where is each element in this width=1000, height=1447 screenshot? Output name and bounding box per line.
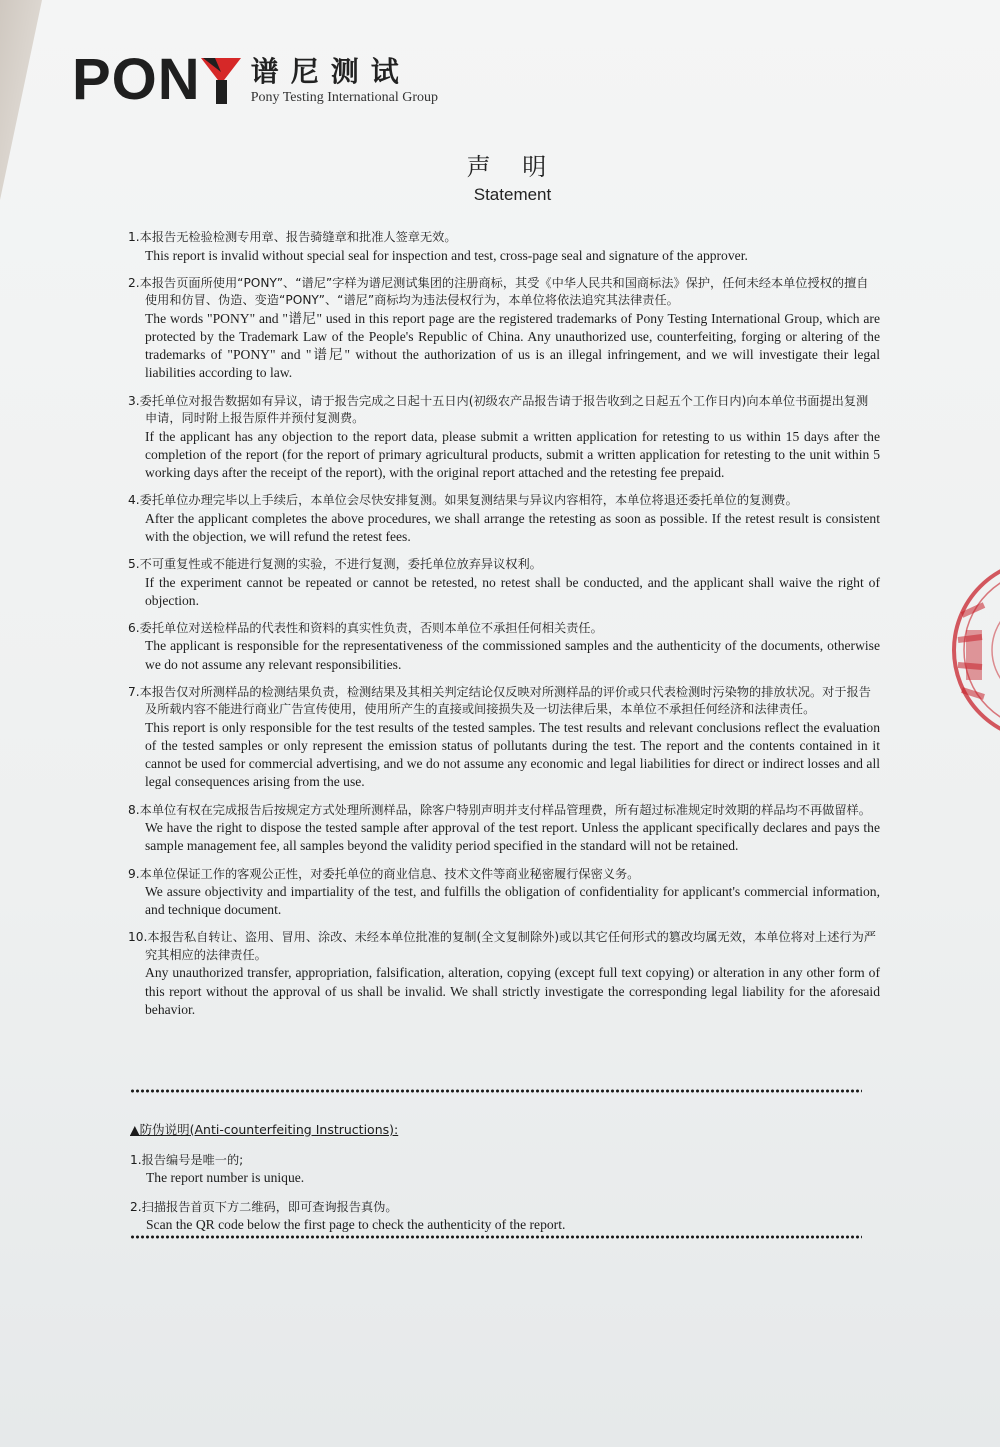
item-english-text: The applicant is responsible for the representativeness of the commissioned samples and the authenticity of the documents, otherwise we do not assume any relevant responsibilities. xyxy=(145,638,880,672)
anti-item-english-text: The report number is unique. xyxy=(146,1170,305,1185)
item-chinese-text: 8.本单位有权在完成报告后按规定方式处理所测样品，除客户特别声明并支付样品管理费，所有超过标准规定时效期的样品均不再做留样。 xyxy=(128,802,871,817)
statement-item xyxy=(128,492,880,546)
dotted-divider-bottom xyxy=(130,1234,862,1240)
item-english-text: We assure objectivity and impartiality of the test, and fulfills the obligation of confidentiality for applicant's commercial information, and technique document. xyxy=(145,884,880,918)
statement-title-english: Statement xyxy=(473,185,552,204)
statement-item xyxy=(128,393,880,483)
item-chinese-text: 3.委托单位对报告数据如有异议，请于报告完成之日起十五日内(初级农产品报告请于报告收到之日起五个工作日内)向本单位书面提出复测申请，同时附上报告原件并预付复测费。 xyxy=(128,393,869,426)
statement-item xyxy=(128,929,880,1019)
statement-item xyxy=(128,684,880,792)
anti-item-chinese-text: 1.报告编号是唯一的; xyxy=(130,1153,244,1167)
item-english-text: This report is only responsible for the test results of the tested samples. The test results and relevant conclusions reflect the evaluation of the tested samples or only represent the emission status of pollutants during the test. The report and the contents contained in it cannot be used for commercial advertising, and we do not assume any economic and legal liabilities for direct or indirect losses and all legal consequences arising from the use. xyxy=(145,719,880,790)
statement-item xyxy=(128,802,880,856)
item-chinese-text: 9.本单位保证工作的客观公正性，对委托单位的商业信息、技术文件等商业秘密履行保密义务。 xyxy=(128,866,640,881)
item-chinese-text: 4.委托单位办理完毕以上手续后，本单位会尽快安排复测。如果复测结果与异议内容相符，本单位将退还委托单位的复测费。 xyxy=(128,493,798,508)
statement-item xyxy=(128,229,880,265)
statement-item xyxy=(128,275,880,383)
item-english-text: After the applicant completes the above procedures, we shall arrange the retesting as soon as possible. If the retest result is consistent with the objection, we will refund the retest fees. xyxy=(145,510,880,544)
item-english-text: If the applicant has any objection to the report data, please submit a written application for retesting to us within 15 days after the completion of the report (for the report of primary agricultural products, submit a written application for retesting to the unit within 5 working days after the receipt of the report), with the original report attached and the retesting fee prepaid. xyxy=(145,428,880,480)
anti-item-english-text: Scan the QR code below the first page to check the authenticity of the report. xyxy=(146,1217,566,1232)
item-chinese-text: 5.不可重复性或不能进行复测的实验，不进行复测，委托单位放弃异议权利。 xyxy=(128,557,542,572)
statement-list xyxy=(128,229,880,1029)
item-english-text: The words "PONY" and "谱尼" used in this report page are the registered trademarks of Pony Testing International Group, which are protected by the Trademark Law of the People's Republic of China. Any unauthorized use, counterfeiting, forging or altering of the trademarks of "PONY" and "谱尼" without the authorization of us is an illegal infringement, and we will investigate their legal liabilities according to law. xyxy=(145,310,880,381)
item-english-text: This report is invalid without special seal for inspection and test, cross-page seal and signature of the approver. xyxy=(145,247,748,263)
item-chinese-text: 2.本报告页面所使用“PONY”、“谱尼”字样为谱尼测试集团的注册商标，其受《中华人民共和国商标法》保护，任何未经本单位授权的擅自使用和仿冒、伪造、变造“PONY”、“谱尼”商标均为违法侵权行为，本单位将依法追究其法律责任。 xyxy=(128,275,869,308)
logo-chinese-name: 谱尼测试 xyxy=(250,55,411,88)
statement-item xyxy=(128,556,880,610)
logo-y-mark xyxy=(201,54,241,106)
anti-item-chinese-text: 2.扫描报告首页下方二维码，即可查询报告真伪。 xyxy=(130,1200,398,1214)
item-chinese-text: 6.委托单位对送检样品的代表性和资料的真实性负责，否则本单位不承担任何相关责任。 xyxy=(128,620,603,635)
item-english-text: We have the right to dispose the tested sample after approval of the test report. Unless the applicant specifically declares and pays the sample management fee, all samples beyond the validity period specified in the standard will not be retained. xyxy=(145,820,880,854)
item-chinese-text: 7.本报告仅对所测样品的检测结果负责，检测结果及其相关判定结论仅反映对所测样品的评价或只代表检测时污染物的排放状况。对于报告及所载内容不能进行商业广告宣传使用，使用所产生的直接或间接损失及一切法律后果，本单位不承担任何经济和法律责任。 xyxy=(128,684,871,717)
item-english-text: Any unauthorized transfer, appropriation, falsification, alteration, copying (except full text copying) or alteration in any other form of this report without the approval of us shall be invalid. We shall strictly investigate the corresponding legal liability for the aforesaid behavior. xyxy=(145,965,880,1017)
company-logo xyxy=(72,47,439,114)
logo-wordmark: PON xyxy=(72,54,241,106)
item-english-text: If the experiment cannot be repeated or cannot be retested, no retest shall be conducted, and the applicant shall waive the right of objection. xyxy=(145,574,880,608)
statement-item xyxy=(128,620,880,674)
item-chinese-text: 10.本报告私自转让、盗用、冒用、涂改、未经本单位批准的复制(全文复制除外)或以其它任何形式的篡改均属无效，本单位将对上述行为严究其相应的法律责任。 xyxy=(128,930,876,962)
red-seal-stamp xyxy=(944,545,1000,755)
statement-title-chinese: 声 明 xyxy=(466,153,559,181)
statement-item xyxy=(128,866,880,920)
item-chinese-text: 1.本报告无检验检测专用章、报告骑缝章和批准人签章无效。 xyxy=(128,230,457,244)
anti-counterfeiting-title: ▲防伪说明(Anti-counterfeiting Instructions): xyxy=(130,1122,399,1137)
logo-english-name: Pony Testing International Group xyxy=(250,90,439,105)
dotted-divider-top xyxy=(130,1088,862,1094)
anti-counterfeiting-section xyxy=(130,1120,830,1246)
